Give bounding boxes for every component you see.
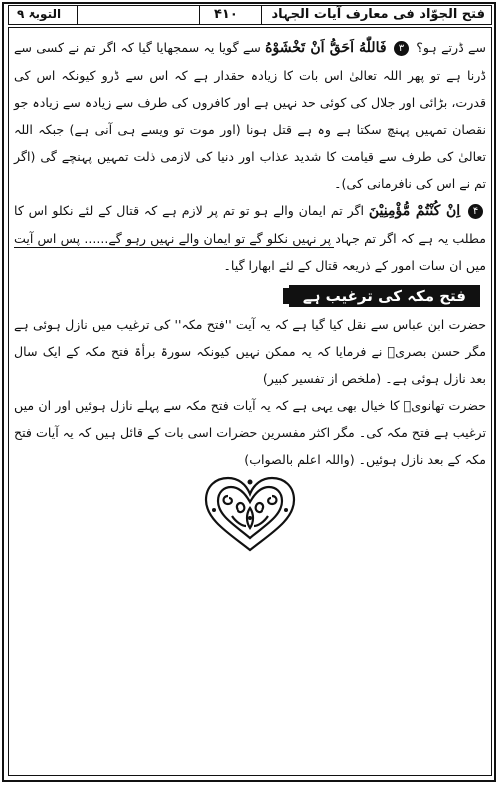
text: سے ڈرتے ہو؟ (416, 40, 486, 55)
heart-ornament-icon (200, 474, 300, 554)
header-divider (199, 6, 200, 24)
paragraph: حضرت ابن عباس سے نقل کیا گیا ہے کہ یہ آیت ''فتح مکہ'' کی ترغیب میں نازل ہوئی ہے مگر حسن بصریؒ نے فرمایا کہ یہ ممکن نہیں کیونکہ سورۃ برأۃ فتح مکہ کے ایک سال بعد نازل ہوئی ہے۔ (ملخص از تفسیر کبیر) (14, 317, 486, 386)
page-header (8, 5, 492, 25)
page-number: ۴۱۰ (214, 7, 238, 22)
surah-name: التوبۃ ۹ (17, 7, 62, 21)
heading-label: فتح مکہ کی ترغیب ہے (289, 285, 480, 307)
header-divider (261, 6, 262, 24)
heading-underline (14, 247, 334, 248)
point-number: ۴ (468, 204, 483, 219)
header-divider (77, 6, 78, 24)
text: سے گویا یہ سمجھایا گیا کہ اگر تم نے کسی سے ڈرنا ہے تو پھر اللہ تعالیٰ اس بات کا زیادہ حقدار ہے کہ اس سے ڈرو کیونکہ اس کی قدرت، بڑائی اور جلال کی کوئی حد نہیں ہے اور کافروں کی طرف سے زیادہ سے زیادہ جو نقصان تمہیں پہنچ سکتا ہے وہ ہے قتل ہونا (اور موت تو ویسے ہی آنی ہے) جبکہ اللہ تعالیٰ کی طرف سے قیامت کا شدید عذاب اور دنیا کی لازمی ذلت تمہیں پہنچے گی (اگر تم نے اس کی نافرمانی کی)۔ (14, 40, 486, 191)
paragraph (14, 34, 486, 197)
quran-verse: فَاللّٰهُ اَحَقُّ اَنْ تَخْشَوْهُ (265, 40, 387, 56)
quran-verse: اِنْ كُنْتُمْ مُّؤْمِنِيْنَ (368, 203, 461, 219)
text: اگر تم ایمان والے ہو تو تم پر لازم ہے کہ قتال کے لئے نکلو اس کا مطلب یہ ہے کہ اگر تم جہاد پر نہیں نکلو گے تو ایمان والے نہیں رہو گے...... پس اس آیت میں ان سات امور کے ذریعہ قتال کے لئے ابھارا گیا۔ (14, 203, 486, 273)
point-number: ۳ (394, 41, 409, 56)
content-area (14, 34, 486, 473)
book-title: فتح الجوّاد فی معارف آیات الجہاد (271, 7, 485, 22)
paragraph: حضرت تھانویؒ کا خیال بھی یہی ہے کہ یہ آیات فتح مکہ سے پہلے نازل ہوئیں اور ان میں ترغیب ہے فتح مکہ کی۔ مگر اکثر مفسرین حضرات اسی بات کے قائل ہیں کہ یہ آیات فتح مکہ کے بعد نازل ہوئیں۔ (واللہ اعلم بالصواب) (14, 398, 486, 467)
paragraph (14, 197, 486, 279)
section-heading (14, 285, 486, 307)
